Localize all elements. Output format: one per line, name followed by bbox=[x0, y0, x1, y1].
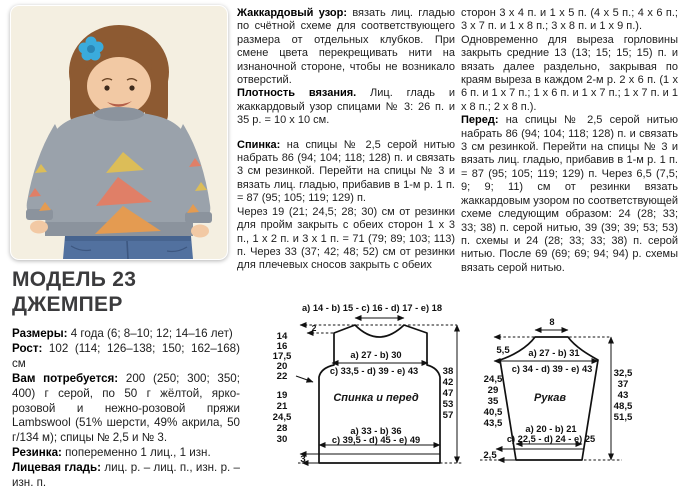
jeans bbox=[63, 236, 193, 259]
sleeve-schematic bbox=[466, 297, 679, 492]
body-armhole-depth-labels bbox=[273, 331, 292, 382]
body-hem-width-ce: c) 39,5 - d) 45 - e) 49 bbox=[331, 435, 421, 445]
body-chest-width-ab: a) 27 - b) 30 bbox=[350, 350, 402, 360]
sizes-paragraph: Размеры: 4 года (6; 8–10; 12; 14–16 лет) bbox=[12, 327, 233, 340]
svg-text:47: 47 bbox=[442, 388, 454, 399]
svg-text:32,5: 32,5 bbox=[613, 368, 633, 379]
model-name: ДЖЕМПЕР bbox=[12, 293, 123, 316]
model-photo bbox=[10, 5, 228, 260]
svg-text:51,5: 51,5 bbox=[613, 412, 633, 423]
svg-text:57: 57 bbox=[442, 410, 454, 421]
back-paragraph-1: Спинка: на спицы № 2,5 серой нитью набрать 86 (94; 104; 118; 128) п. и связать 3 см резинкой. Перейти на спицы № 3 и вязать лиц. гладью, прибавив в 1-м р. 1 п. = 87 (95; 105; 119; 129) п. bbox=[237, 138, 455, 205]
svg-text:20: 20 bbox=[276, 361, 288, 372]
svg-text:24,5: 24,5 bbox=[483, 374, 503, 385]
model-number: МОДЕЛЬ 23 bbox=[12, 268, 137, 291]
sleeve-top-width-ab: a) 27 - b) 31 bbox=[528, 348, 580, 358]
body-side-length-labels bbox=[273, 390, 292, 445]
gauge-paragraph: Плотность вязания. Лиц. гладь и жаккардовый узор спицами № 3: 26 п. и 35 р. = 10 x 10 см. bbox=[237, 87, 455, 127]
stockinette-paragraph: Лицевая гладь: лиц. р. – лиц. п., изн. р. – изн. п. bbox=[12, 461, 240, 490]
sleeve-cuff-width-ab: a) 20 - b) 21 bbox=[525, 424, 577, 434]
body-chest-width-ce: c) 33,5 - d) 39 - e) 43 bbox=[329, 366, 419, 376]
svg-text:24,5: 24,5 bbox=[272, 412, 292, 423]
svg-text:38: 38 bbox=[442, 366, 454, 377]
instructions-column-2 bbox=[461, 7, 678, 275]
svg-text:14: 14 bbox=[276, 331, 288, 342]
svg-text:17,5: 17,5 bbox=[272, 351, 292, 362]
photo-illustration bbox=[11, 6, 227, 259]
svg-text:53: 53 bbox=[442, 399, 454, 410]
left-column bbox=[12, 267, 240, 491]
body-title: Спинка и перед bbox=[333, 392, 419, 404]
sleeve-cuff-height-label: 2,5 bbox=[483, 450, 497, 461]
sleeve-cap-height-label: 5,5 bbox=[496, 345, 510, 356]
svg-text:37: 37 bbox=[617, 379, 629, 390]
height-paragraph: Рост: 102 (114; 126–138; 150; 162–168) см bbox=[12, 341, 240, 370]
svg-text:16: 16 bbox=[276, 341, 288, 352]
sleeve-cap-top-width-label: 8 bbox=[549, 317, 555, 327]
svg-text:40,5: 40,5 bbox=[483, 407, 503, 418]
sleeve-cuff-width-ce: c) 22,5 - d) 24 - e) 25 bbox=[506, 434, 596, 444]
back-paragraph-3: сторон 3 x 4 п. и 1 x 5 п. (4 x 5 п.; 4 x 6 п.; 3 x 7 п. и 1 x 8 п.; 3 x 8 п. и 1 x 9 п.). bbox=[461, 7, 678, 33]
svg-text:43: 43 bbox=[617, 390, 629, 401]
svg-text:19: 19 bbox=[276, 390, 288, 401]
materials-paragraph: Вам потребуется: 200 (250; 300; 350; 400) г серой, по 50 г жёлтой, ярко-розовой и нежно-розовой пряжи Lambswool (51% шерсти, 49% акрила, 50 г/134 м); спицы № 2,5 и № 3. bbox=[12, 371, 240, 445]
svg-text:21: 21 bbox=[276, 401, 288, 412]
model-header bbox=[12, 267, 240, 317]
back-paragraph-2: Через 19 (21; 24,5; 28; 30) см от резинки для пройм закрыть с обеих сторон 1 x 3 п., 1 x 2 п. и 3 x 1 п. = 71 (79; 89; 103; 113) п. Через 33 (37; 42; 48; 52) см от резинки для плечевых сносов закрыть с обеих bbox=[237, 205, 455, 272]
svg-text:43,5: 43,5 bbox=[483, 418, 503, 429]
body-schematic bbox=[252, 297, 468, 492]
sleeve-total-length-labels bbox=[614, 368, 633, 423]
svg-text:29: 29 bbox=[487, 385, 499, 396]
sleeve-top-width-ce: c) 34 - d) 39 - e) 43 bbox=[511, 364, 593, 374]
body-rib-height-label: 3 bbox=[300, 454, 306, 465]
svg-text:35: 35 bbox=[487, 396, 499, 407]
svg-text:22: 22 bbox=[276, 371, 288, 382]
front-paragraph: Перед: на спицы № 2,5 серой нитью набрать 86 (94; 104; 118; 128) п. и связать 3 см резинкой. Перейти на спицы № 3 и вязать лиц. гладью, прибавив в 1-м р. 1 п. = 87 (95; 105; 119; 129) п. Через 6,5 (7,5; 9; 9; 11) см от резинки вязать жаккардовым узором по соответствующей схеме следующим образом: 24 (28; 33; 33; 38) п. серой нитью, 39 (39; 39; 53; 53) п. схемы и 24 (28; 33; 33; 38) п. серой нитью. После 69 (69; 69; 94; 94) р. схемы вязать серой нитью. bbox=[461, 114, 678, 274]
body-shoulder-slope-label: 2 bbox=[311, 323, 317, 333]
body-neck-width-label: a) 14 - b) 15 - c) 16 - d) 17 - e) 18 bbox=[301, 303, 443, 313]
svg-text:28: 28 bbox=[276, 423, 288, 434]
body-total-length-labels bbox=[443, 366, 454, 421]
ribbing-paragraph: Резинка: попеременно 1 лиц., 1 изн. bbox=[12, 446, 211, 460]
jacquard-paragraph: Жаккардовый узор: вязать лиц. гладью по счётной схеме для соответствующего размера от отдельных клубков. При смене цвета перекрещивать нити на изнаночной стороне, чтобы не возникало отверстий. bbox=[237, 7, 455, 87]
sleeve-side-length-labels bbox=[484, 374, 503, 429]
body-hem-width-ab: a) 33 - b) 36 bbox=[350, 426, 402, 436]
svg-text:48,5: 48,5 bbox=[613, 401, 633, 412]
svg-text:42: 42 bbox=[442, 377, 454, 388]
svg-text:30: 30 bbox=[276, 434, 288, 445]
instructions-column-1 bbox=[237, 7, 455, 273]
neckline-paragraph: Одновременно для выреза горловины закрыть средние 13 (13; 15; 15; 15) п. и вязать далее раздельно, закрывая по краям выреза в каждом 2-м р. 2 x 6 п. (1 x 6 п. и 1 x 7 п.; 1 x 6 п. и 1 x 7 п.; 1 x 7 п. и 1 x 8 п.; 2 x 8 п.). bbox=[461, 33, 678, 113]
sleeve-title: Рукав bbox=[534, 392, 566, 404]
